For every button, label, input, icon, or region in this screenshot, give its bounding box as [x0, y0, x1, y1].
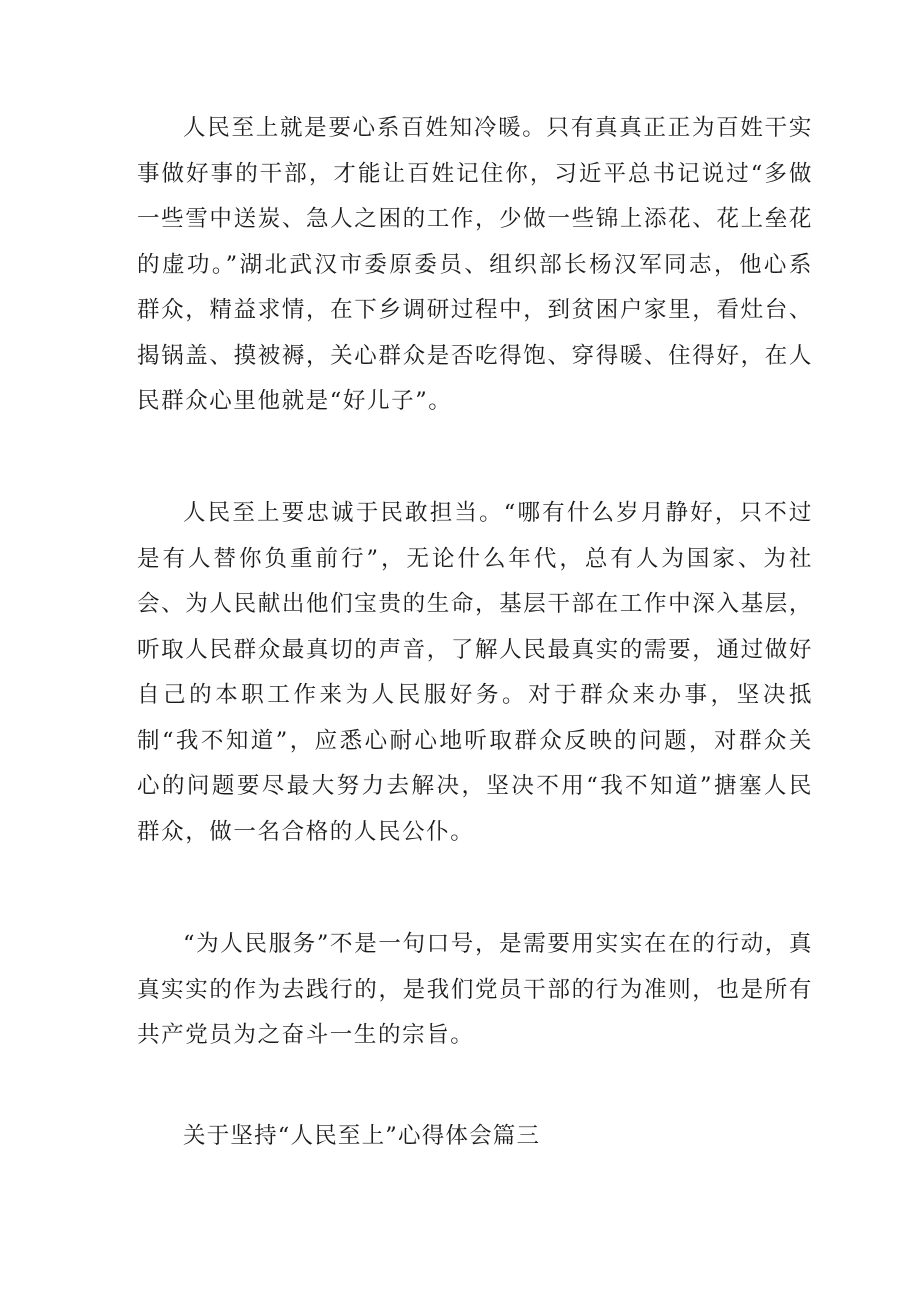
- paragraph-2: 人民至上要忠诚于民敢担当。“哪有什么岁月静好，只不过是有人替你负重前行”，无论什么年代，总有人为国家、为社会、为人民献出他们宝贵的生命，基层干部在工作中深入基层，听取人民群众最真切的声音，了解人民最真实的需要，通过做好自己的本职工作来为人民服好务。对于群众来办事，坚决抵制“我不知道”，应悉心耐心地听取群众反映的问题，对群众关心的问题要尽最大努力去解决，坚决不用“我不知道”搪塞人民群众，做一名合格的人民公仆。: [137, 500, 813, 845]
- paragraph-1: 人民至上就是要心系百姓知冷暖。只有真真正正为百姓干实事做好事的干部，才能让百姓记住你，习近平总书记说过“多做一些雪中送炭、急人之困的工作，少做一些锦上添花、花上垒花的虚功。”湖北武汉市委原委员、组织部长杨汉军同志，他心系群众，精益求情，在下乡调研过程中，到贫困户家里，看灶台、揭锅盖、摸被褥，关心群众是否吃得饱、穿得暖、住得好，在人民群众心里他就是“好儿子”。: [137, 115, 813, 414]
- section-heading: 关于坚持“人民至上”心得体会篇三: [183, 1123, 541, 1149]
- paragraph-3: “为人民服务”不是一句口号，是需要用实实在在的行动，真真实实的作为去践行的，是我们党员干部的行为准则，也是所有共产党员为之奋斗一生的宗旨。: [137, 931, 813, 1048]
